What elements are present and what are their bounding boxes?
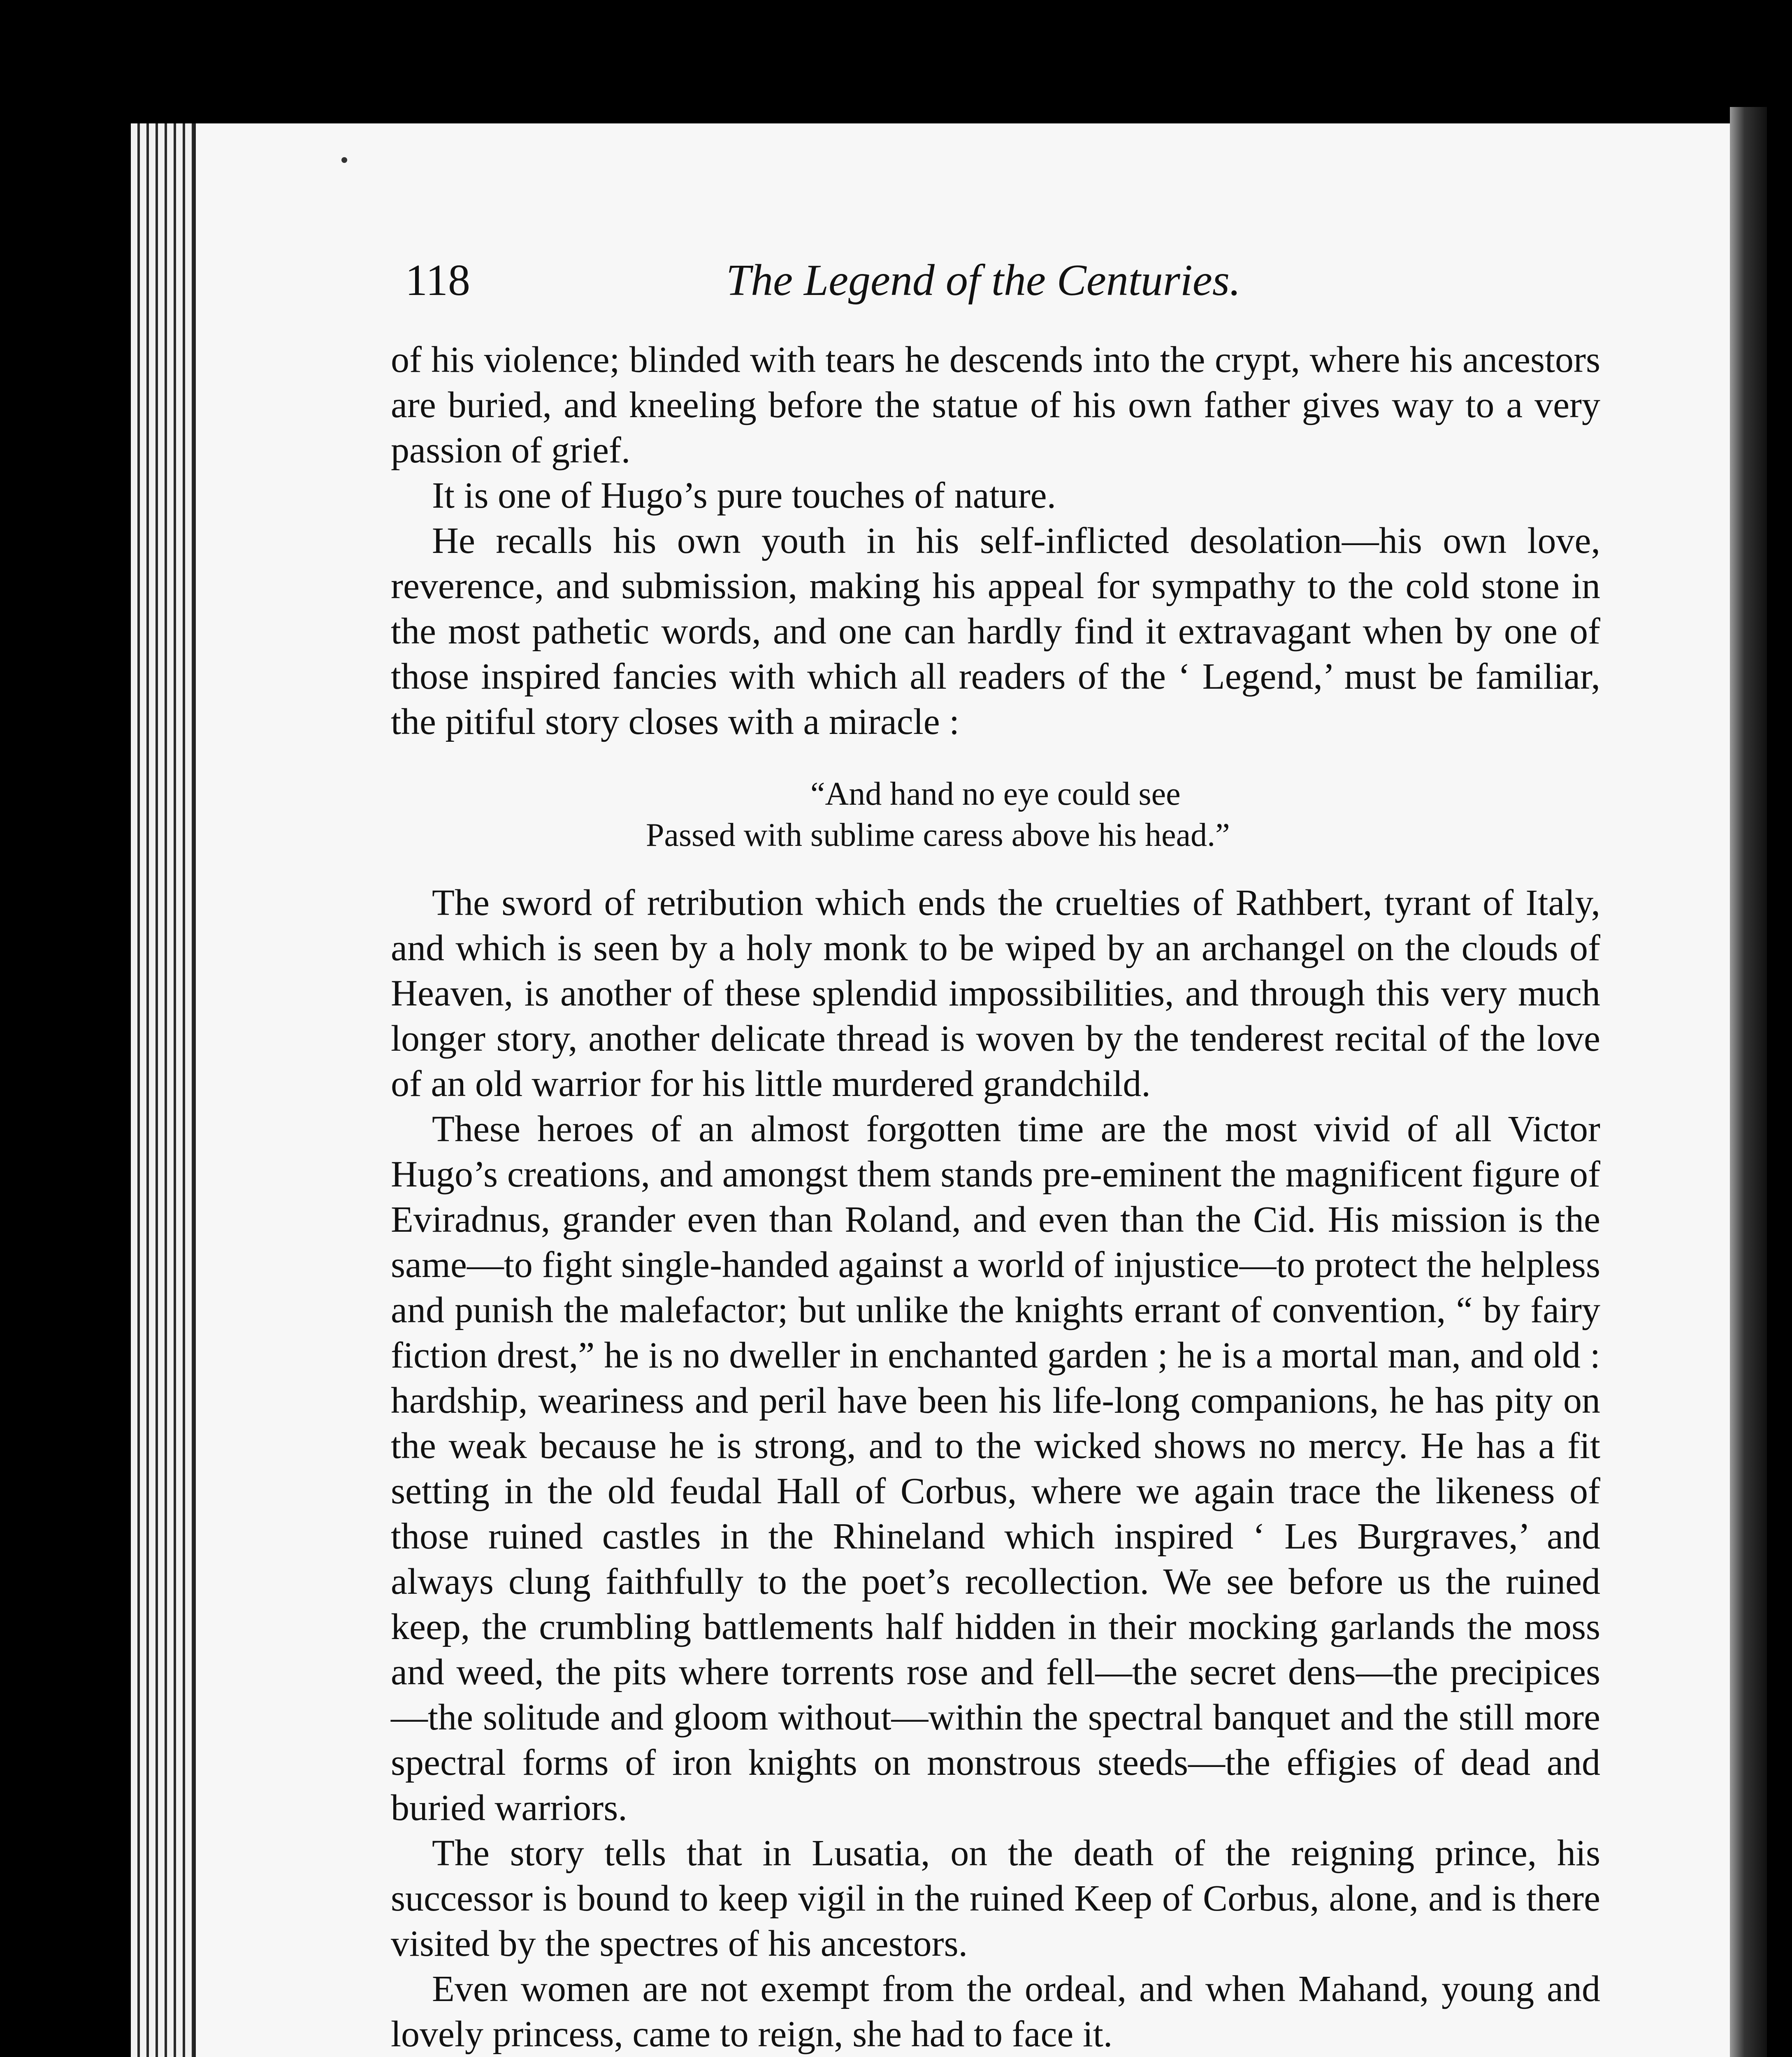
paragraph: The story tells that in Lusatia, on the death of the reigning prince, his successor is bound to keep vigil in the ruined Keep of Corbus, alone, and is there visited by the spectres of his ancestors. (391, 1833, 1600, 1964)
page-header (405, 255, 1310, 325)
page-edge-stack (131, 123, 197, 2057)
verse-line: Passed with sublime caress above his head.” (646, 817, 1230, 853)
paragraph: It is one of Hugo’s pure touches of nature. (432, 475, 1056, 516)
page-number: 118 (405, 256, 470, 305)
paragraph: of his violence; blinded with tears he descends into the crypt, where his ancestors are buried, and kneeling before the statue of his own father gives way to a very passion of grief. (391, 339, 1600, 471)
body-text (391, 337, 1600, 2057)
verse-line: “And hand no eye could see (810, 776, 1181, 812)
paragraph: Even women are not exempt from the ordeal, and when Mahand, young and lovely princess, came to reign, she had to face it. (391, 1969, 1600, 2055)
scan-speck (341, 157, 347, 163)
page-right-edge (1730, 107, 1767, 2057)
paragraph: These heroes of an almost forgotten time are the most vivid of all Victor Hugo’s creations, and amongst them stands pre-eminent the magnificent figure of Eviradnus, grander even than Roland, and even than the Cid. His mission is the same—to fight single-handed against a world of injustice—to protect the helpless and punish the malefactor; but unlike the knights errant of convention, “ by fairy fiction drest,” he is no dweller in enchanted garden ; he is a mortal man, and old : hardship, weariness and peril have been his life-long companions, he has pity on the weak because he is strong, and to the wicked shows no mercy. He has a fit setting in the old feudal Hall of Corbus, where we again trace the likeness of those ruined castles in the Rhineland which inspired ‘ Les Burgraves,’ and always clung faithfully to the poet’s recollection. We see before us the ruined keep, the crumbling battlements half hidden in their mocking garlands the moss and weed, the pits where torrents rose and fell—the secret dens—the precipices—the solitude and gloom without—within the spectral banquet and the still more spectral forms of iron knights on monstrous steeds—the effigies of dead and buried warriors. (391, 1109, 1600, 1828)
paragraph: He recalls his own youth in his self-inflicted desolation—his own love, reverence, and submission, making his appeal for sympathy to the cold stone in the most pathetic words, and one can hardly find it extravagant when by one of those inspired fancies with which all readers of the ‘ Legend,’ must be familiar, the pitiful story closes with a miracle : (391, 520, 1600, 742)
verse-quotation (391, 773, 1600, 856)
running-title: The Legend of the Centuries. (726, 256, 1241, 305)
paragraph: The sword of retribution which ends the cruelties of Rathbert, tyrant of Italy, and which is seen by a holy monk to be wiped by an archangel on the clouds of Heaven, is another of these splendid impossibilities, and through this very much longer story, another delicate thread is woven by the tenderest recital of the love of an old warrior for his little murdered grandchild. (391, 882, 1600, 1104)
